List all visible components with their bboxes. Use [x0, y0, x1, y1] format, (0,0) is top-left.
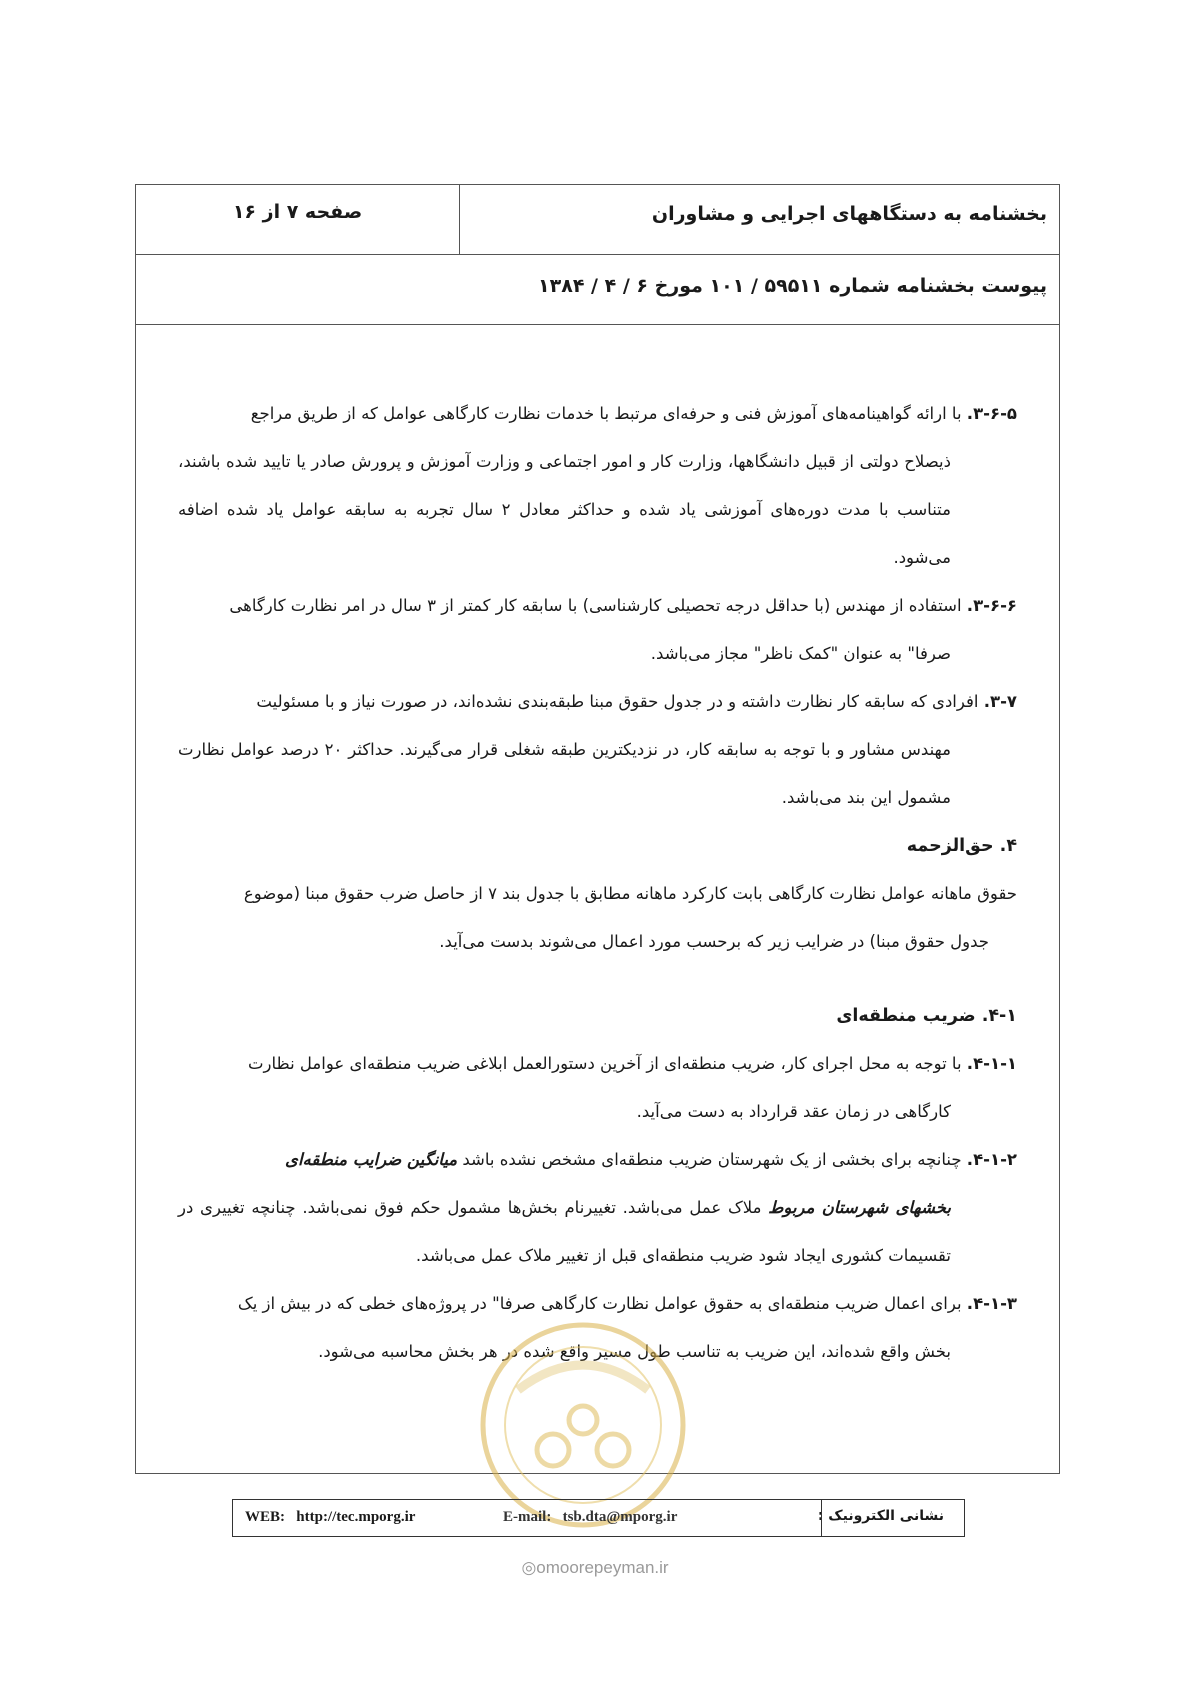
emphasis-text: میانگین ضرایب منطقه‌ای	[285, 1150, 458, 1169]
document-frame	[135, 184, 1060, 1474]
document-body	[178, 390, 1017, 1376]
clause-4-1-1	[178, 1040, 1017, 1136]
header-divider	[459, 185, 460, 255]
clause-4-1-2	[178, 1136, 1017, 1280]
document-subtitle: پیوست بخشنامه شماره ۵۹۵۱۱ / ۱۰۱ مورخ ۶ / ۴ / ۱۳۸۴	[538, 275, 1047, 297]
clause-text-cont: ملاک عمل می‌باشد. تغییرنام بخش‌ها مشمول حکم فوق نمی‌باشد. چنانچه تغییری در تقسیمات کشوری ایجاد شود ضریب منطقه‌ای قبل از تغییر ملاک عمل می‌باشد.	[178, 1198, 951, 1265]
clause-text-cont: بخش واقع شده‌اند، این ضریب به تناسب طول مسیر واقع شده در هر بخش محاسبه می‌شود.	[318, 1342, 951, 1361]
web-link[interactable]: http://tec.mporg.ir	[296, 1509, 416, 1525]
footer-label: نشانی الکترونیک :	[817, 1508, 944, 1524]
clause-text: با توجه به محل اجرای کار، ضریب منطقه‌ای از آخرین دستورالعمل ابلاغی ضریب منطقه‌ای عوامل نظارت	[248, 1054, 967, 1073]
clause-number: ۳-۷.	[983, 692, 1017, 711]
footer-divider	[821, 1500, 822, 1536]
clause-text: چنانچه برای بخشی از یک شهرستان ضریب منطقه‌ای مشخص نشده باشد	[457, 1150, 967, 1169]
clause-text: افرادی که سابقه کار نظارت داشته و در جدول حقوق مبنا طبقه‌بندی نشده‌اند، در صورت نیاز و با مسئولیت	[256, 692, 984, 711]
clause-3-7	[178, 678, 1017, 822]
clause-3-6-6	[178, 582, 1017, 678]
section-4-paragraph	[178, 870, 1017, 966]
paragraph-text: حقوق ماهانه عوامل نظارت کارگاهی بابت کارکرد ماهانه مطابق با جدول بند ۷ از حاصل ضرب حقوق مبنا (موضوع	[243, 884, 1017, 903]
web-label: WEB:	[245, 1509, 286, 1525]
header-row	[136, 185, 1059, 255]
clause-text-cont: صرفا" به عنوان "کمک ناظر" مجاز می‌باشد.	[650, 644, 951, 663]
email-link[interactable]: tsb.dta@mporg.ir	[562, 1509, 678, 1525]
clause-number: ۴-۱-۲.	[966, 1150, 1017, 1169]
clause-number: ۳-۶-۶.	[966, 596, 1017, 615]
clause-number: ۴-۱-۳.	[966, 1294, 1017, 1313]
watermark-text: ◎omoorepeyman.ir	[521, 1558, 669, 1577]
footer-web	[245, 1509, 415, 1526]
clause-text: برای اعمال ضریب منطقه‌ای به حقوق عوامل نظارت کارگاهی صرفا" در پروژه‌های خطی که در بیش از یک	[237, 1294, 967, 1313]
paragraph-text-cont: جدول حقوق مبنا) در ضرایب زیر که برحسب مورد اعمال می‌شوند بدست می‌آید.	[439, 932, 989, 951]
document-title: بخشنامه به دستگاههای اجرایی و مشاوران	[651, 203, 1047, 225]
subheader-row	[136, 255, 1059, 325]
section-heading-4-1: ۴-۱. ضریب منطقه‌ای	[836, 1006, 1017, 1026]
clause-number: ۴-۱-۱.	[966, 1054, 1017, 1073]
watermark-site: omoorepeyman.ir	[536, 1558, 669, 1577]
clause-text-cont: ذیصلاح دولتی از قبیل دانشگاهها، وزارت کار و امور اجتماعی و وزارت آموزش و پرورش صادر یا تایید شده باشند، متناسب با مدت دوره‌های آموزشی یاد شده و حداکثر معادل ۲ سال تجربه به سابقه عوامل یاد شده اضافه می‌شود.	[178, 452, 951, 567]
clause-text: با ارائه گواهینامه‌های آموزش فنی و حرفه‌ای مرتبط با خدمات نظارت کارگاهی عوامل که از طریق مراجع	[250, 404, 967, 423]
clause-text: استفاده از مهندس (با حداقل درجه تحصیلی کارشناسی) با سابقه کار کمتر از ۳ سال در امر نظارت کارگاهی	[229, 596, 967, 615]
page-number: صفحه ۷ از ۱۶	[232, 201, 363, 223]
footer-contact-box	[232, 1499, 965, 1537]
email-label: E-mail:	[503, 1509, 552, 1525]
clause-text-cont: مهندس مشاور و با توجه به سابقه کار، در نزدیکترین طبقه شغلی قرار می‌گیرند. حداکثر ۲۰ درصد عوامل نظارت مشمول این بند می‌باشد.	[178, 740, 951, 807]
footer-email	[503, 1509, 677, 1526]
section-heading-4: ۴. حق‌الزحمه	[906, 836, 1017, 856]
clause-3-6-5	[178, 390, 1017, 582]
clause-text-cont: کارگاهی در زمان عقد قرارداد به دست می‌آید.	[636, 1102, 951, 1121]
clause-number: ۳-۶-۵.	[966, 404, 1017, 423]
emphasis-text: بخشهای شهرستان مربوط	[768, 1198, 951, 1217]
